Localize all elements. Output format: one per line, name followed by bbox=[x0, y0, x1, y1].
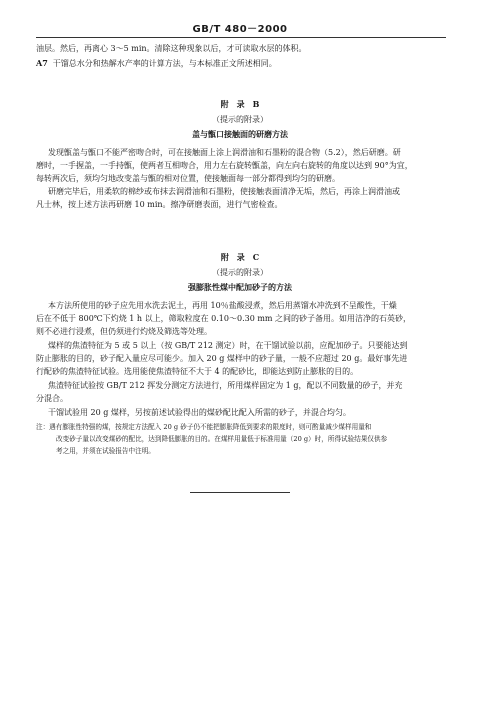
header-rule bbox=[36, 37, 446, 38]
appendix-c-title: 附 录 C bbox=[220, 252, 260, 262]
appendix-b-paragraph-1-line-3: 每转两次后，须均匀地改变盖与甑的相对位置，使接触面每一部分都得到均匀的研磨。 bbox=[36, 174, 340, 183]
appendix-b-title: 附 录 B bbox=[220, 99, 260, 109]
appendix-c-subtitle: （提示的附录） bbox=[212, 268, 268, 277]
appendix-b-paragraph-1-line-2: 磨时，一手握盖，一手持甑，使两者互相吻合，用力左右旋转甑盖，向左向右旋转的角度以达到 90°为宜， bbox=[36, 161, 413, 170]
appendix-b-heading: 盖与甑口接触面的研磨方法 bbox=[192, 129, 288, 139]
appendix-c-note-line-3: 考之用，并须在试验报告中注明。 bbox=[56, 447, 155, 455]
appendix-c-heading: 强膨胀性煤中配加砂子的方法 bbox=[188, 282, 292, 292]
appendix-b-paragraph-2-line-1: 研磨完毕后，用柔软的棉纱或布抹去润滑油和石墨粉，使接触表面清净无垢，然后，再涂上润滑油或 bbox=[48, 187, 400, 196]
standard-number: GB/T 480－2000 bbox=[192, 24, 288, 35]
appendix-c-paragraph-3-line-2: 分混合。 bbox=[36, 394, 68, 403]
appendix-c-paragraph-4-line-1: 干馏试验用 20 g 煤样，另按前述试验得出的煤砂配比配入所需的砂子，并混合均匀。 bbox=[48, 408, 351, 417]
end-rule bbox=[190, 492, 290, 493]
clause-a7 bbox=[36, 57, 448, 71]
appendix-c-note-line-2: 改变砂子量以改变煤砂的配比，达到降低膨胀的目的。在煤样用量低于标准用量（20 g）时，所得试验结果仅供参 bbox=[56, 435, 388, 443]
appendix-b-subtitle: （提示的附录） bbox=[212, 115, 268, 124]
appendix-c-paragraph-1-line-2: 后在不低于 800℃下灼烧 1 h 以上，筛取粒度在 0.10～0.30 mm 之间的砂子备用。如用洁净的石英砂， bbox=[36, 314, 412, 323]
appendix-c-paragraph-2-line-1: 煤样的焦渣特征为 5 或 5 以上（按 GB/T 212 测定）时，在干馏试验以前，应配加砂子。只要能达到 bbox=[48, 341, 408, 350]
appendix-c-paragraph-3-line-1: 焦渣特征试验按 GB/T 212 挥发分测定方法进行，所用煤样固定为 1 g，配以不同数量的砂子，并充 bbox=[48, 381, 403, 390]
appendix-c-paragraph-2-line-2: 防止膨胀的目的，砂子配入量应尽可能少。加入 20 g 煤样中的砂子量，一般不应超过 20 g。最好事先进 bbox=[36, 354, 408, 363]
clause-a7-text: 干馏总水分和热解水产率的计算方法，与本标准正文所述相同。 bbox=[52, 59, 277, 68]
appendix-c-note-line-1: 注：遇有膨胀性特强的煤，按规定方法配入 20 g 砂子仍不能把膨胀降低到要求的限度时，则可酌量减少煤样用量和 bbox=[36, 423, 372, 431]
appendix-c-paragraph-2-line-3: 行配砂的焦渣特征试验。选用能使焦渣特征不大于 4 的配砂比，即能达到防止膨胀的目的。 bbox=[36, 367, 359, 376]
clause-a7-label: A7 bbox=[36, 58, 48, 68]
continuation-line: 油层。然后，再离心 3～5 min。清除这种现象以后，才可读取水层的体积。 bbox=[36, 44, 307, 53]
appendix-c-paragraph-1-line-3: 则不必进行浸煮，但仍须进行灼烧及筛选等处理。 bbox=[36, 327, 212, 336]
appendix-b-paragraph-2-line-2: 凡士林，按上述方法再研磨 10 min。擦净研磨表面，进行气密检查。 bbox=[36, 200, 283, 209]
appendix-b-paragraph-1-line-1: 发现甑盖与甑口不能严密吻合时，可在接触面上涂上润滑油和石墨粉的混合物（5.2），然后研磨。研 bbox=[48, 148, 401, 157]
appendix-c-paragraph-1-line-1: 本方法所使用的砂子应先用水洗去泥土，再用 10％盐酸浸煮，然后用蒸馏水冲洗到不呈酸性，干燥 bbox=[48, 301, 397, 310]
